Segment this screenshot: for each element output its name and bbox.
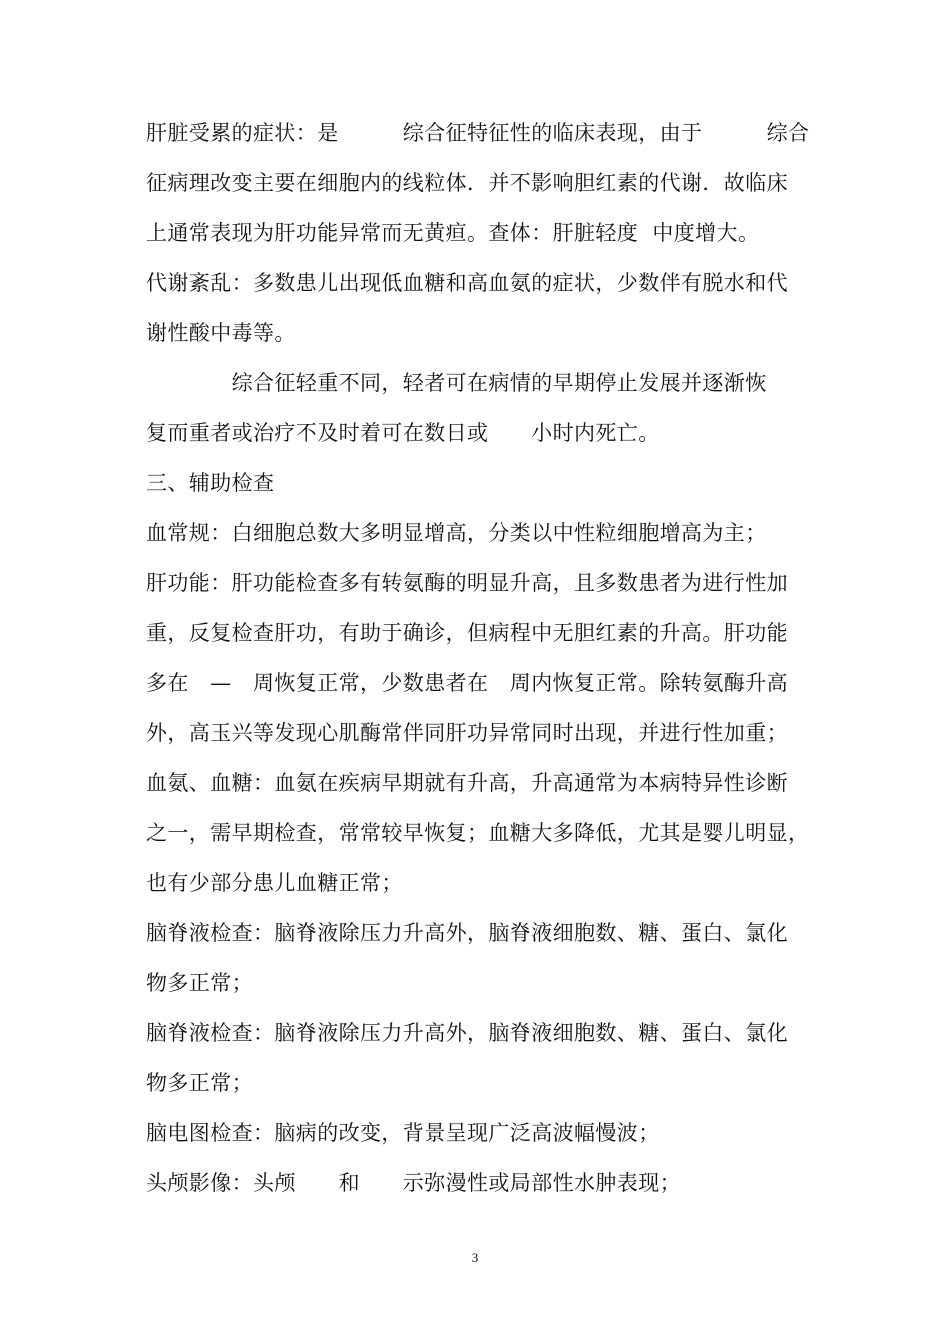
text-line: 肝功能：肝功能检查多有转氨酶的明显升高，且多数患者为进行性加	[146, 571, 788, 595]
text-line: 脑脊液检查：脑脊液除压力升高外，脑脊液细胞数、糖、蛋白、氯化	[146, 1021, 788, 1045]
text-line: 之一，需早期检查，常常较早恢复；血糖大多降低，尤其是婴儿明显，	[146, 821, 810, 845]
text-line: 血氨、血糖：血氨在疾病早期就有升高，升高通常为本病特异性诊断	[146, 771, 788, 795]
page-number: 3	[471, 1250, 479, 1265]
text-line: 物多正常；	[146, 1071, 253, 1095]
text-line: 代谢紊乱：多数患儿出现低血糖和高血氨的症状，少数伴有脱水和代	[146, 271, 788, 295]
section-heading: 三、辅助检查	[146, 471, 275, 495]
text-line: 征病理改变主要在细胞内的线粒体．并不影响胆红素的代谢．故临床	[146, 171, 788, 195]
text-line: 综合征轻重不同，轻者可在病情的早期停止发展并逐渐恢	[146, 371, 767, 395]
text-line: 外，高玉兴等发现心肌酶常伴同肝功异常同时出现，并进行性加重；	[146, 721, 788, 745]
text-line: 谢性酸中毒等。	[146, 321, 296, 345]
text-line: 复而重者或治疗不及时着可在数日或 小时内死亡。	[146, 421, 660, 445]
text-line: 重，反复检查肝功，有助于确诊，但病程中无胆红素的升高。肝功能	[146, 621, 788, 645]
text-line: 头颅影像：头颅 和 示弥漫性或局部性水肿表现；	[146, 1171, 681, 1195]
text-line: 脑脊液检查：脑脊液除压力升高外，脑脊液细胞数、糖、蛋白、氯化	[146, 921, 788, 945]
text-line: 脑电图检查：脑病的改变，背景呈现广泛高波幅慢波；	[146, 1121, 660, 1145]
text-line: 也有少部分患儿血糖正常；	[146, 871, 403, 895]
text-line: 上通常表现为肝功能异常而无黄疸。查体：肝脏轻度 中度增大。	[146, 221, 760, 245]
text-line: 血常规：白细胞总数大多明显增高，分类以中性粒细胞增高为主；	[146, 521, 767, 545]
text-line: 物多正常；	[146, 971, 253, 995]
text-line: 多在 — 周恢复正常，少数患者在 周内恢复正常。除转氨酶升高	[146, 671, 788, 695]
text-line: 肝脏受累的症状：是 综合征特征性的临床表现，由于 综合	[146, 121, 810, 145]
